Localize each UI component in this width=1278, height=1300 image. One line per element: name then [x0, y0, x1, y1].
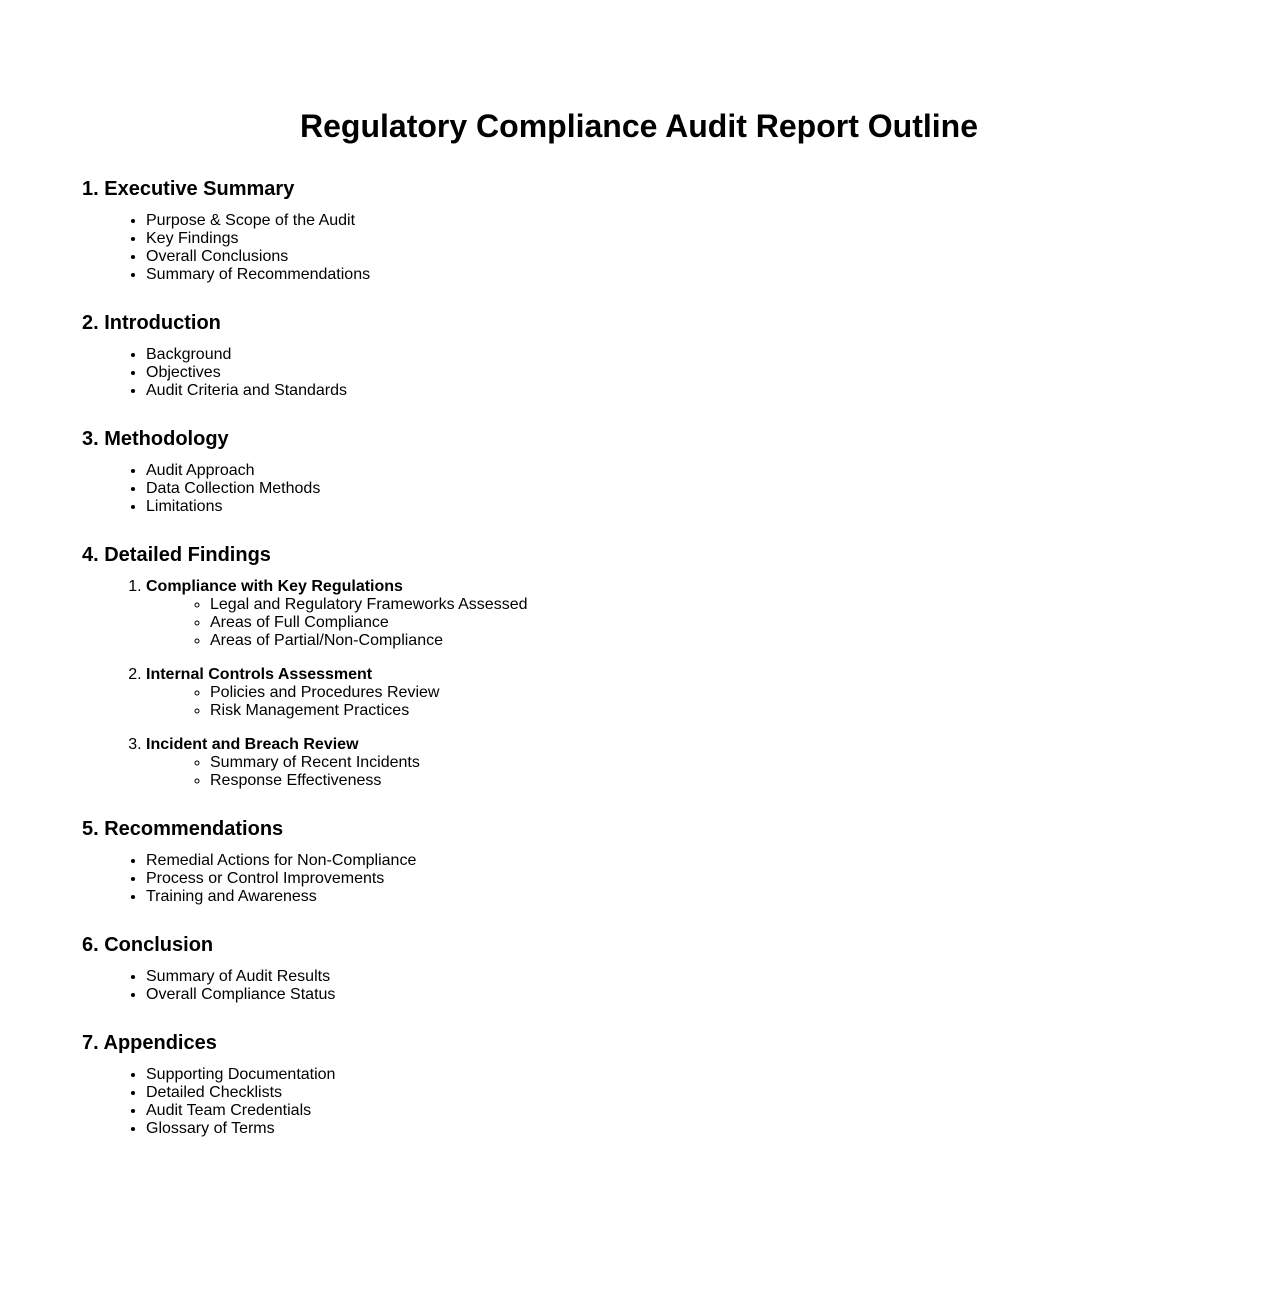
list-item: • Process or Control Improvements: [146, 870, 528, 888]
list-item: • Overall Compliance Status: [146, 986, 528, 1004]
section-heading: 5. Recommendations: [82, 818, 284, 840]
subsection: [146, 578, 528, 650]
subsection-title: Incident and Breach Review: [146, 736, 359, 753]
bullet-list: [82, 212, 528, 284]
list-item: • Purpose & Scope of the Audit: [146, 212, 528, 230]
section-heading: 3. Methodology: [82, 428, 229, 450]
list-item: • Background: [146, 346, 528, 364]
outline-sections: [82, 176, 528, 1164]
circle-list: [146, 684, 528, 720]
list-item: ◦ Areas of Full Compliance: [210, 614, 528, 632]
list-item: • Supporting Documentation: [146, 1066, 528, 1084]
section-conclusion: [82, 932, 528, 1004]
list-item: • Overall Conclusions: [146, 248, 528, 266]
section-introduction: [82, 310, 528, 400]
list-item: ◦ Policies and Procedures Review: [210, 684, 528, 702]
subsection: [146, 666, 528, 720]
section-detailed-findings: [82, 542, 528, 790]
list-item: • Limitations: [146, 498, 528, 516]
circle-list: [146, 754, 528, 790]
list-item: ◦ Response Effectiveness: [210, 772, 528, 790]
list-item: • Summary of Audit Results: [146, 968, 528, 986]
list-item: ◦ Summary of Recent Incidents: [210, 754, 528, 772]
bullet-list: [82, 346, 528, 400]
list-item: • Glossary of Terms: [146, 1120, 528, 1138]
list-item: • Objectives: [146, 364, 528, 382]
list-item: • Audit Approach: [146, 462, 528, 480]
numbered-subsection-list: [82, 578, 528, 790]
list-item: • Audit Team Credentials: [146, 1102, 528, 1120]
section-heading: 6. Conclusion: [82, 934, 214, 956]
bullet-list: [82, 1066, 528, 1138]
list-item: • Audit Criteria and Standards: [146, 382, 528, 400]
list-item: ◦ Legal and Regulatory Frameworks Assessed: [210, 596, 528, 614]
section-heading: 1. Executive Summary: [82, 178, 295, 200]
section-heading: 2. Introduction: [82, 312, 221, 334]
section-recommendations: [82, 816, 528, 906]
list-item: • Summary of Recommendations: [146, 266, 528, 284]
list-item: • Key Findings: [146, 230, 528, 248]
bullet-list: [82, 968, 528, 1004]
section-methodology: [82, 426, 528, 516]
list-item: • Detailed Checklists: [146, 1084, 528, 1102]
section-heading: 4. Detailed Findings: [82, 544, 271, 566]
bullet-list: [82, 852, 528, 906]
list-item: • Training and Awareness: [146, 888, 528, 906]
list-item: ◦ Areas of Partial/Non-Compliance: [210, 632, 528, 650]
section-executive-summary: [82, 176, 528, 284]
page-title: Regulatory Compliance Audit Report Outline: [300, 108, 978, 144]
circle-list: [146, 596, 528, 650]
subsection: [146, 736, 528, 790]
section-appendices: [82, 1030, 528, 1138]
subsection-title: Internal Controls Assessment: [146, 666, 373, 683]
section-heading: 7. Appendices: [82, 1032, 217, 1054]
list-item: • Remedial Actions for Non-Compliance: [146, 852, 528, 870]
bullet-list: [82, 462, 528, 516]
list-item: ◦ Risk Management Practices: [210, 702, 528, 720]
subsection-title: Compliance with Key Regulations: [146, 578, 403, 595]
list-item: • Data Collection Methods: [146, 480, 528, 498]
